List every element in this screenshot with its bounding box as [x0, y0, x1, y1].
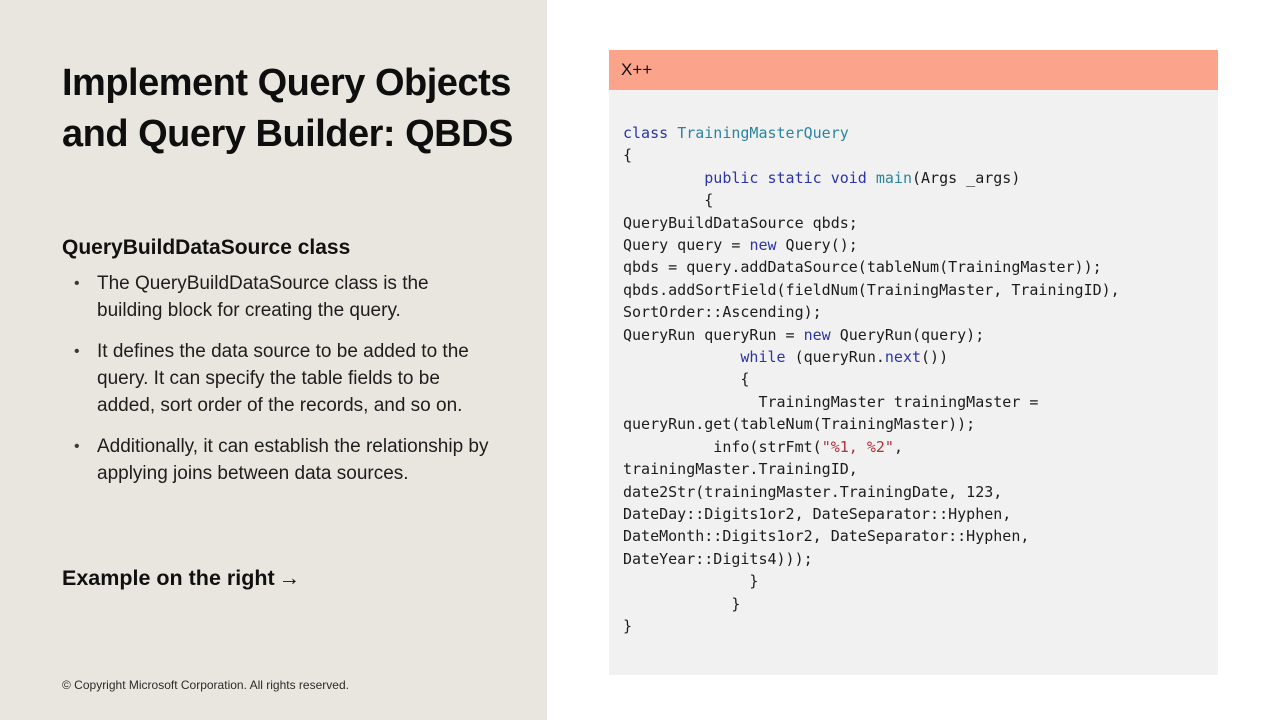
code-line: trainingMaster.TrainingID,: [623, 460, 858, 479]
bullet-item: [62, 433, 499, 487]
bullet-marker-icon: •: [74, 343, 80, 360]
bullet-marker-icon: •: [74, 275, 80, 292]
code-line: SortOrder::Ascending);: [623, 303, 822, 322]
code-line: date2Str(trainingMaster.TrainingDate, 123,: [623, 482, 1003, 501]
code-line: {: [623, 146, 633, 165]
code-line: Query query = new Query();: [623, 236, 858, 255]
bullet-item: [62, 338, 499, 419]
example-label: Example on the right: [62, 566, 275, 590]
right-arrow-icon: →: [278, 566, 301, 590]
code-line: info(strFmt("%1, %2",: [623, 437, 903, 456]
code-line: DateMonth::Digits1or2, DateSeparator::Hyphen,: [623, 527, 1030, 546]
bullet-item: [62, 270, 499, 324]
copyright-notice: © Copyright Microsoft Corporation. All rights reserved.: [62, 678, 349, 692]
code-line: DateDay::Digits1or2, DateSeparator::Hyphen,: [623, 504, 1012, 523]
code-line: }: [623, 594, 741, 613]
code-line: queryRun.get(tableNum(TrainingMaster));: [623, 415, 976, 434]
code-line: {: [623, 191, 714, 210]
slide-title: Implement Query Objects and Query Builder: QBDS: [62, 62, 513, 155]
code-line: qbds = query.addDataSource(tableNum(TrainingMaster));: [623, 258, 1102, 277]
code-line: }: [623, 572, 759, 591]
bullet-text: Additionally, it can establish the relationship by applying joins between data sources.: [97, 436, 489, 484]
example-pointer: [62, 566, 300, 591]
bullet-text: The QueryBuildDataSource class is the building block for creating the query.: [97, 273, 429, 321]
left-content-panel: [0, 0, 547, 720]
code-line: while (queryRun.next()): [740, 348, 949, 367]
code-line: QueryBuildDataSource qbds;: [623, 213, 858, 232]
code-line: QueryRun queryRun = new QueryRun(query);: [623, 325, 985, 344]
code-line: class TrainingMasterQuery: [623, 124, 849, 142]
bullet-text: It defines the data source to be added to the query. It can specify the table fields to be added, sort order of the records, and so on.: [97, 341, 469, 416]
language-label: X++: [621, 60, 653, 79]
section-heading: QueryBuildDataSource class: [62, 236, 351, 259]
code-line: }: [623, 616, 633, 635]
code-block: [609, 90, 1218, 675]
code-line: public static void main(Args _args): [704, 168, 1021, 187]
code-line: TrainingMaster trainingMaster =: [623, 392, 1039, 411]
code-panel: [609, 50, 1218, 675]
code-language-header: [609, 50, 1218, 90]
code-line: {: [623, 370, 750, 389]
code-line: DateYear::Digits4)));: [623, 549, 813, 568]
bullet-list: [62, 270, 489, 501]
code-line: qbds.addSortField(fieldNum(TrainingMaster, TrainingID),: [623, 280, 1120, 299]
bullet-marker-icon: •: [74, 438, 80, 455]
